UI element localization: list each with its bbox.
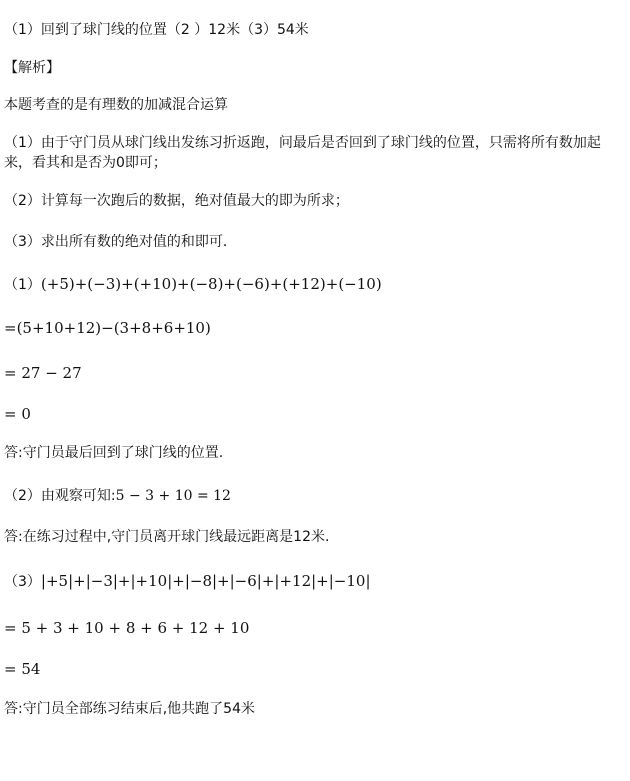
part1-step2: = 27 − 27: [4, 364, 82, 382]
part1-expression-line: [4, 274, 624, 295]
part3-label: （3）: [4, 574, 41, 590]
part1-expression: (+5)+(−3)+(+10)+(−8)+(−6)+(+12)+(−10): [40, 275, 382, 293]
part1-step1: =(5+10+12)−(3+8+6+10): [4, 319, 211, 337]
part2-expression-line: [4, 486, 624, 506]
explanation-1: （1）由于守门员从球门线出发练习折返跑，问最后是否回到了球门线的位置，只需将所有数加起来，看其和是否为0即可；: [4, 135, 601, 171]
part2-expression: 5 − 3 + 10 = 12: [115, 488, 231, 504]
explanation-3: （3）求出所有数的绝对值的和即可．: [4, 234, 237, 250]
part2-answer: 答:在练习过程中,守门员离开球门线最远距离是12米.: [4, 529, 330, 545]
part2-label: （2）由观察可知:: [4, 488, 116, 504]
explanation-2: （2）计算每一次跑后的数据，绝对值最大的即为所求；: [4, 193, 349, 209]
part3-step1: = 5 + 3 + 10 + 8 + 6 + 12 + 10: [4, 619, 250, 637]
part1-label: （1）: [4, 277, 41, 293]
topic-text: 本题考查的是有理数的加减混合运算: [4, 97, 228, 113]
part3-expression-line: [4, 571, 624, 592]
answers-summary: （1）回到了球门线的位置（2 ）12米（3）54米: [4, 22, 309, 38]
part3-answer: 答:守门员全部练习结束后,他共跑了54米: [4, 701, 255, 717]
part3-step2: = 54: [4, 660, 41, 678]
part1-answer: 答:守门员最后回到了球门线的位置.: [4, 445, 224, 461]
analysis-heading: 【解析】: [4, 60, 60, 76]
part3-expression: |+5|+|−3|+|+10|+|−8|+|−6|+|+12|+|−10|: [40, 572, 371, 590]
part1-step3: = 0: [4, 405, 31, 423]
